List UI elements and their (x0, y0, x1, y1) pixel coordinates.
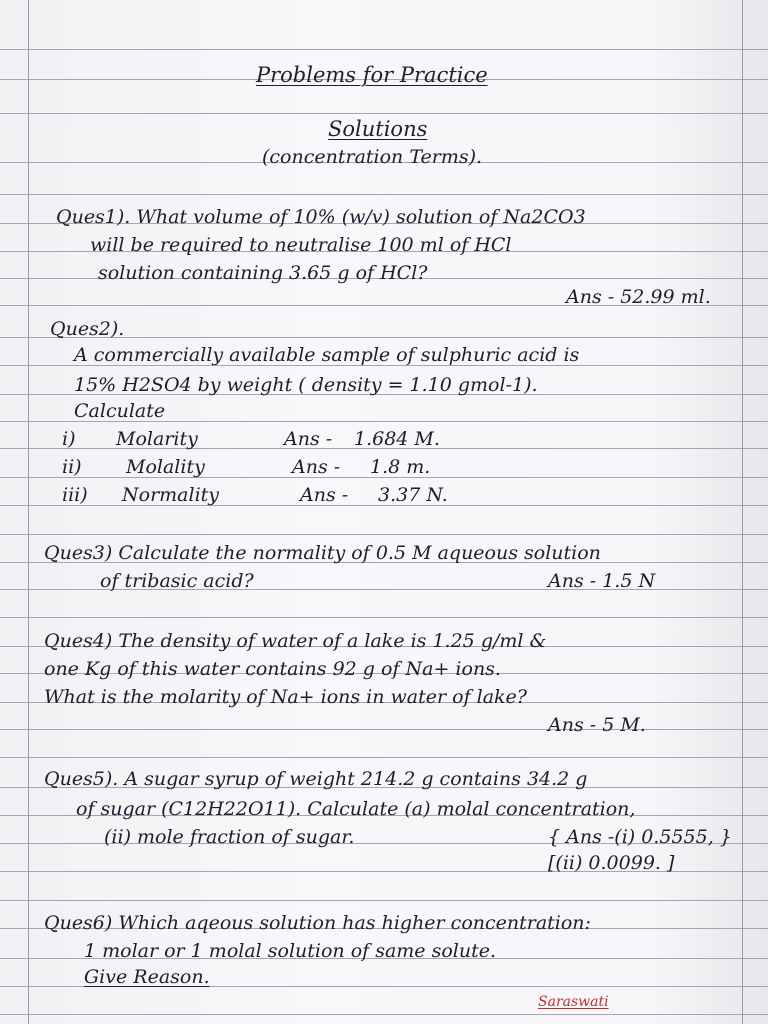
part-ii-ans-prefix: Ans - (292, 456, 341, 478)
question-3-line-1: Ques3) Calculate the normality of 0.5 M aqueous solution (44, 542, 601, 564)
ruled-line (0, 534, 768, 535)
question-5-answer-2: [(ii) 0.0099. ] (548, 852, 675, 874)
question-4-line-1: Ques4) The density of water of a lake is 1.25 g/ml & (44, 630, 547, 652)
ruled-line (0, 1014, 768, 1015)
part-iii-value: 3.37 N. (378, 484, 448, 506)
part-ii-label: Molality (126, 456, 205, 478)
ruled-line (0, 757, 768, 758)
part-ii-value: 1.8 m. (370, 456, 431, 478)
margin-line-right (742, 0, 743, 1024)
question-5-answer-1: { Ans -(i) 0.5555, } (548, 826, 732, 848)
question-2-line-2: 15% H2SO4 by weight ( density = 1.10 gmol-1). (74, 374, 538, 396)
ruled-line (0, 49, 768, 50)
part-iii-ans-prefix: Ans - (300, 484, 349, 506)
ruled-line (0, 617, 768, 618)
question-4-answer: Ans - 5 M. (548, 714, 646, 736)
question-3-answer: Ans - 1.5 N (548, 570, 656, 592)
question-6-line-2: 1 molar or 1 molal solution of same solute. (84, 940, 497, 962)
part-ii-number: ii) (62, 456, 82, 478)
ruled-line (0, 729, 768, 730)
question-2-line-3: Calculate (74, 400, 166, 422)
part-iii-number: iii) (62, 484, 88, 506)
question-5-line-3: (ii) mole fraction of sugar. (104, 826, 355, 848)
question-1-line-3: solution containing 3.65 g of HCl? (98, 262, 428, 284)
part-i-value: 1.684 M. (354, 428, 440, 450)
part-i-label: Molarity (116, 428, 198, 450)
question-6-line-1: Ques6) Which aqeous solution has higher concentration: (44, 912, 591, 934)
section-subtitle: (concentration Terms). (262, 146, 483, 168)
question-2-line-1: A commercially available sample of sulphuric acid is (74, 344, 580, 366)
ruled-line (0, 900, 768, 901)
question-3-line-2: of tribasic acid? (100, 570, 254, 592)
question-1-line-1: Ques1). What volume of 10% (w/v) solution of Na2CO3 (56, 206, 586, 228)
question-1-line-2: will be required to neutralise 100 ml of HCl (90, 234, 512, 256)
author-signature: Saraswati (538, 994, 609, 1010)
page-title: Problems for Practice (256, 63, 488, 87)
question-2-label: Ques2). (50, 318, 125, 340)
question-1-answer: Ans - 52.99 ml. (566, 286, 711, 308)
question-5-line-1: Ques5). A sugar syrup of weight 214.2 g contains 34.2 g (44, 768, 588, 790)
question-6-line-3: Give Reason. (84, 966, 210, 988)
section-title: Solutions (328, 117, 428, 141)
margin-line-left (28, 0, 29, 1024)
question-5-line-2: of sugar (C12H22O11). Calculate (a) molal concentration, (76, 798, 636, 820)
part-i-number: i) (62, 428, 76, 450)
question-4-line-2: one Kg of this water contains 92 g of Na+ ions. (44, 658, 501, 680)
question-4-line-3: What is the molarity of Na+ ions in water of lake? (44, 686, 527, 708)
part-iii-label: Normality (122, 484, 220, 506)
part-i-ans-prefix: Ans - (284, 428, 333, 450)
ruled-line (0, 194, 768, 195)
ruled-line (0, 113, 768, 114)
